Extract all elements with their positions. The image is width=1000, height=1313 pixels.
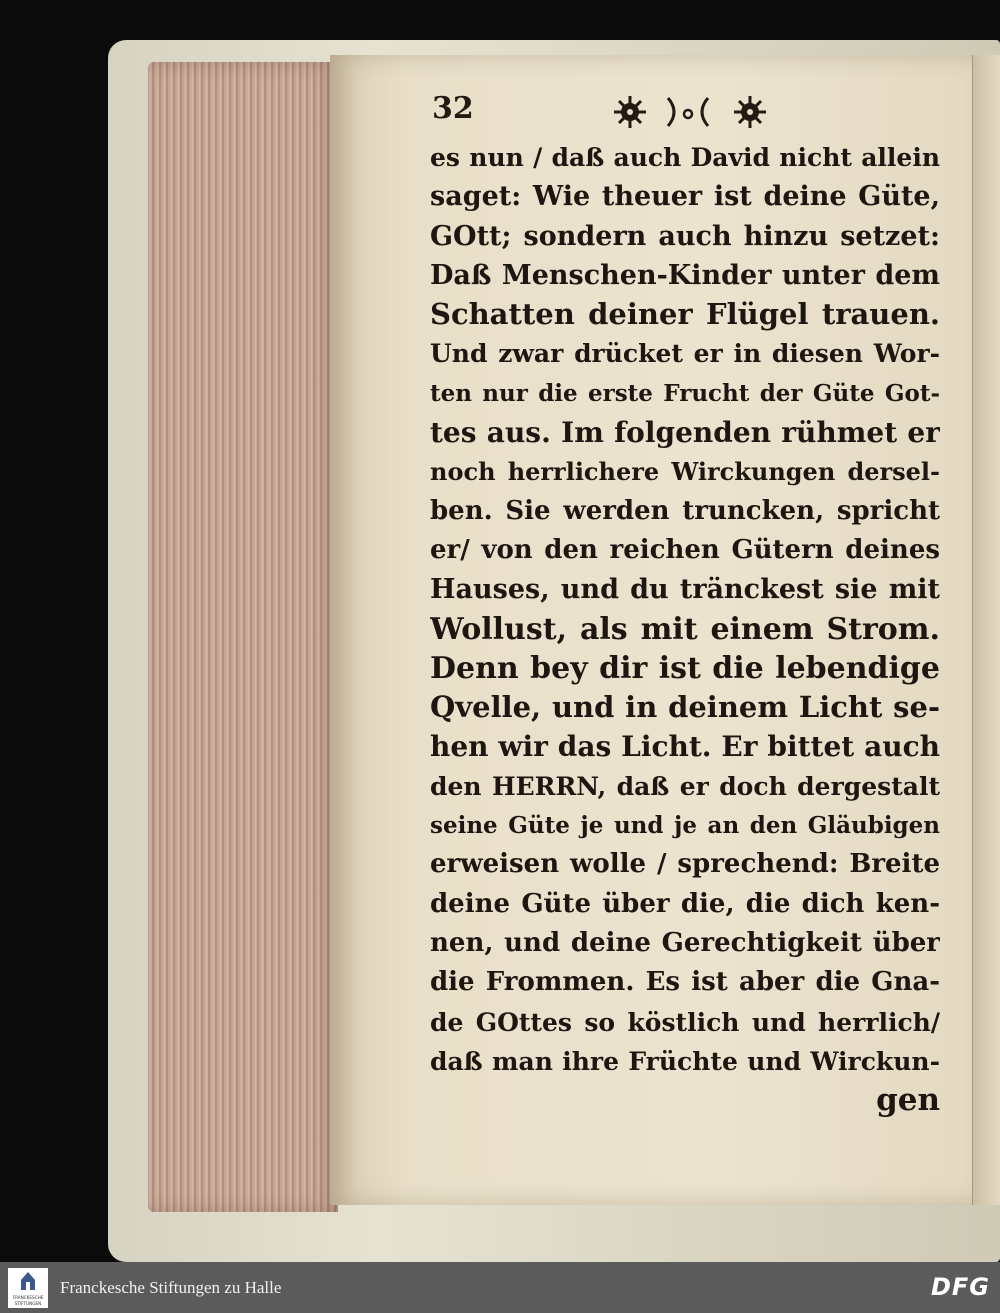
institution-name: Franckesche Stiftungen zu Halle bbox=[60, 1278, 282, 1297]
text-line: seine Güte je und je an den Gläubigen bbox=[430, 812, 940, 840]
text-line: erweisen wolle / sprechend: Breite bbox=[430, 849, 940, 880]
text-line: die Frommen. Es ist aber die Gna- bbox=[430, 967, 940, 998]
text-line: Daß Menschen-Kinder unter dem bbox=[430, 259, 940, 291]
logo-text-line1: FRANCKESCHE bbox=[12, 1295, 44, 1300]
text-line: Hauses, und du tränckest sie mit bbox=[430, 574, 940, 606]
text-line: nen, und deine Gerechtigkeit über bbox=[430, 927, 940, 958]
text-line: daß man ihre Früchte und Wirckun- bbox=[430, 1046, 940, 1076]
page-number: 32 bbox=[432, 91, 474, 126]
text-line: saget: Wie theuer ist deine Güte, bbox=[430, 181, 940, 213]
ornament-icon bbox=[610, 92, 770, 132]
text-line: noch herrlichere Wirckungen dersel- bbox=[430, 457, 940, 487]
catchword: gen bbox=[876, 1082, 940, 1119]
text-line: ben. Sie werden truncken, spricht bbox=[430, 495, 940, 526]
dfg-logo: DFG bbox=[930, 1273, 990, 1301]
text-line: ten nur die erste Frucht der Güte Got- bbox=[430, 379, 940, 407]
viewer-footer bbox=[0, 1262, 1000, 1313]
text-line: tes aus. Im folgenden rühmet er bbox=[430, 416, 940, 450]
text-line: deine Güte über die, die dich ken- bbox=[430, 888, 940, 919]
facing-page-edge bbox=[972, 55, 1000, 1205]
franckesche-stiftungen-logo-icon bbox=[8, 1268, 48, 1308]
text-line: Denn bey dir ist die lebendige bbox=[430, 650, 940, 686]
text-line: de GOttes so köstlich und herrlich/ bbox=[430, 1007, 940, 1037]
text-line: Schatten deiner Flügel trauen. bbox=[430, 297, 940, 332]
text-line: es nun / daß auch David nicht allein bbox=[430, 143, 940, 172]
text-line: Wollust, als mit einem Strom. bbox=[430, 611, 940, 647]
text-line: er/ von den reichen Gütern deines bbox=[430, 534, 940, 565]
text-line: den HERRN, daß er doch dergestalt bbox=[430, 771, 940, 801]
text-line: Und zwar drücket er in diesen Wor- bbox=[430, 339, 940, 369]
text-line: Qvelle, und in deinem Licht se- bbox=[430, 690, 940, 725]
page-text bbox=[430, 138, 940, 1120]
logo-text-line2: STIFTUNGEN bbox=[14, 1301, 42, 1306]
text-line: hen wir das Licht. Er bittet auch bbox=[430, 730, 940, 764]
page-edges bbox=[148, 62, 338, 1212]
text-line: GOtt; sondern auch hinzu setzet: bbox=[430, 220, 940, 252]
